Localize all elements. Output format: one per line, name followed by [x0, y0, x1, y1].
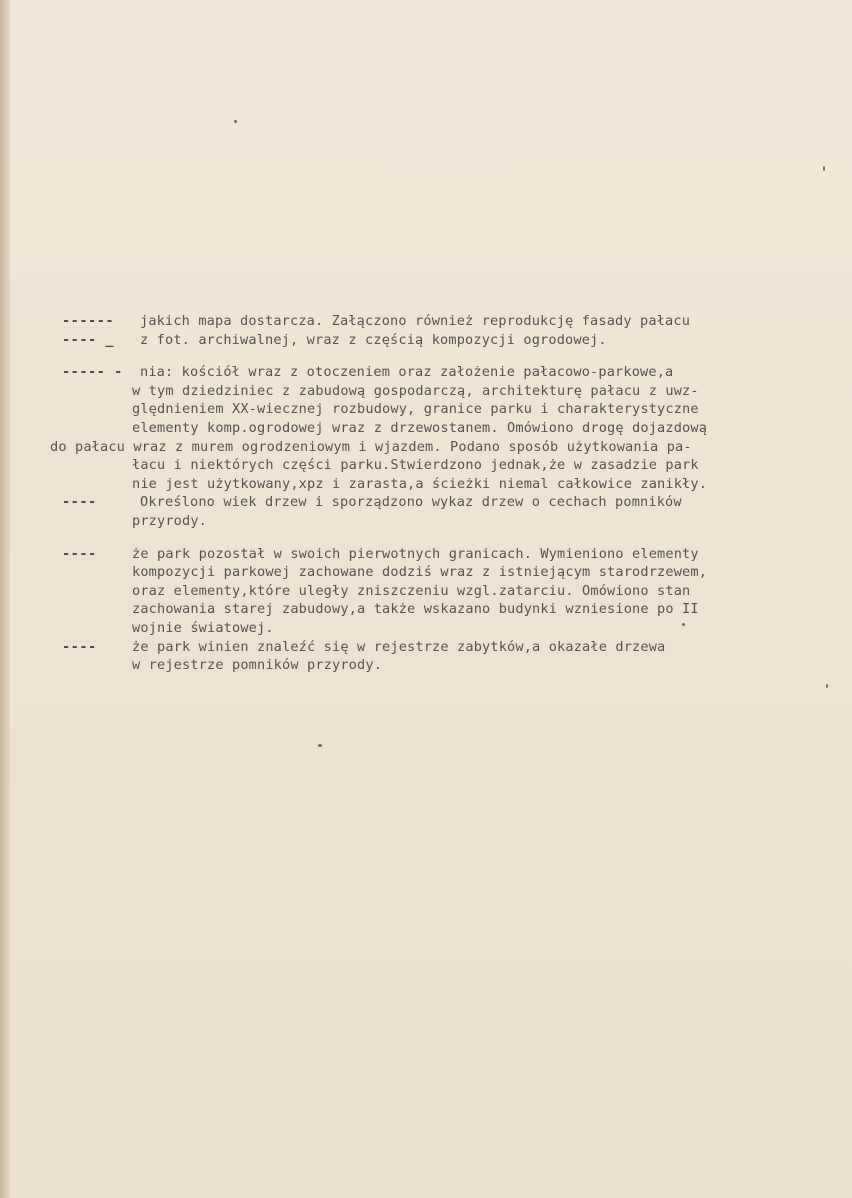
paper-speck: [826, 684, 828, 688]
text-line: [0, 656, 852, 675]
text-line: [0, 363, 852, 382]
text-line: [0, 312, 852, 331]
line-text: jakich mapa dostarcza. Załączono również reprodukcję fasady pałacu: [140, 313, 691, 329]
line-text: w tym dziedziniec z zabudową gospodarczą, architekturę pałacu z uwz-: [132, 382, 699, 399]
section-gap: [0, 531, 852, 545]
text-line: [0, 438, 852, 457]
text-line: [0, 545, 852, 564]
line-text: nie jest użytkowany,xpz i zarasta,a ścieżki niemal całkowice zanikły.: [132, 475, 708, 492]
line-text: ględnieniem XX-wiecznej rozbudowy, granice parku i charakterystyczne: [132, 401, 699, 418]
text-line: [0, 600, 852, 619]
dash-marker: ------: [62, 313, 115, 329]
line-text: nia: kościół wraz z otoczeniem oraz założenie pałacowo-parkowe,a: [140, 364, 674, 381]
dash-marker: ---- _: [62, 331, 115, 348]
line-text: łacu i niektórych części parku.Stwierdzono jednak,że w zasadzie park: [132, 457, 699, 474]
text-line: [0, 331, 852, 350]
text-line: [0, 493, 852, 512]
section-gap: [0, 349, 852, 363]
paper-speck: [318, 744, 322, 747]
line-text: Określono wiek drzew i sporządzono wykaz drzew o cechach pomników: [140, 494, 682, 511]
text-line: [0, 419, 852, 438]
text-line: [0, 638, 852, 657]
text-line: [0, 563, 852, 582]
line-text: kompozycji parkowej zachowane dodziś wraz z istniejącym starodrzewem,: [132, 564, 708, 581]
text-line: [0, 475, 852, 494]
line-text: przyrody.: [132, 512, 208, 529]
text-line: [0, 456, 852, 475]
typed-text: [0, 312, 852, 675]
paper-speck: [823, 166, 825, 171]
line-text: że park winien znaleźć się w rejestrze zabytków,a okazałe drzewa: [132, 638, 666, 655]
paper-speck: [234, 120, 237, 123]
line-text: zachowania starej zabudowy,a także wskazano budynki wzniesione po II: [132, 601, 699, 618]
line-text: do pałacu wraz z murem ogrodzeniowym i wjazdem. Podano sposób użytkowania pa-: [50, 438, 692, 455]
text-line: [0, 619, 852, 638]
dash-marker: ----: [62, 638, 97, 655]
text-line: [0, 400, 852, 419]
line-text: że park pozostał w swoich pierwotnych granicach. Wymieniono elementy: [132, 545, 699, 562]
line-text: w rejestrze pomników przyrody.: [132, 657, 383, 674]
text-line: [0, 582, 852, 601]
dash-marker: ----: [62, 545, 97, 562]
line-text: z fot. archiwalnej, wraz z częścią kompozycji ogrodowej.: [140, 331, 607, 348]
line-text: elementy komp.ogrodowej wraz z drzewostanem. Omówiono drogę dojazdową: [132, 419, 708, 436]
dash-marker: ----- -: [62, 364, 123, 381]
text-line: [0, 512, 852, 531]
line-text: wojnie światowej.: [132, 619, 274, 636]
line-text: oraz elementy,które uległy zniszczeniu wzgl.zatarciu. Omówiono stan: [132, 582, 691, 599]
dash-marker: ----: [62, 494, 97, 511]
text-line: [0, 382, 852, 401]
